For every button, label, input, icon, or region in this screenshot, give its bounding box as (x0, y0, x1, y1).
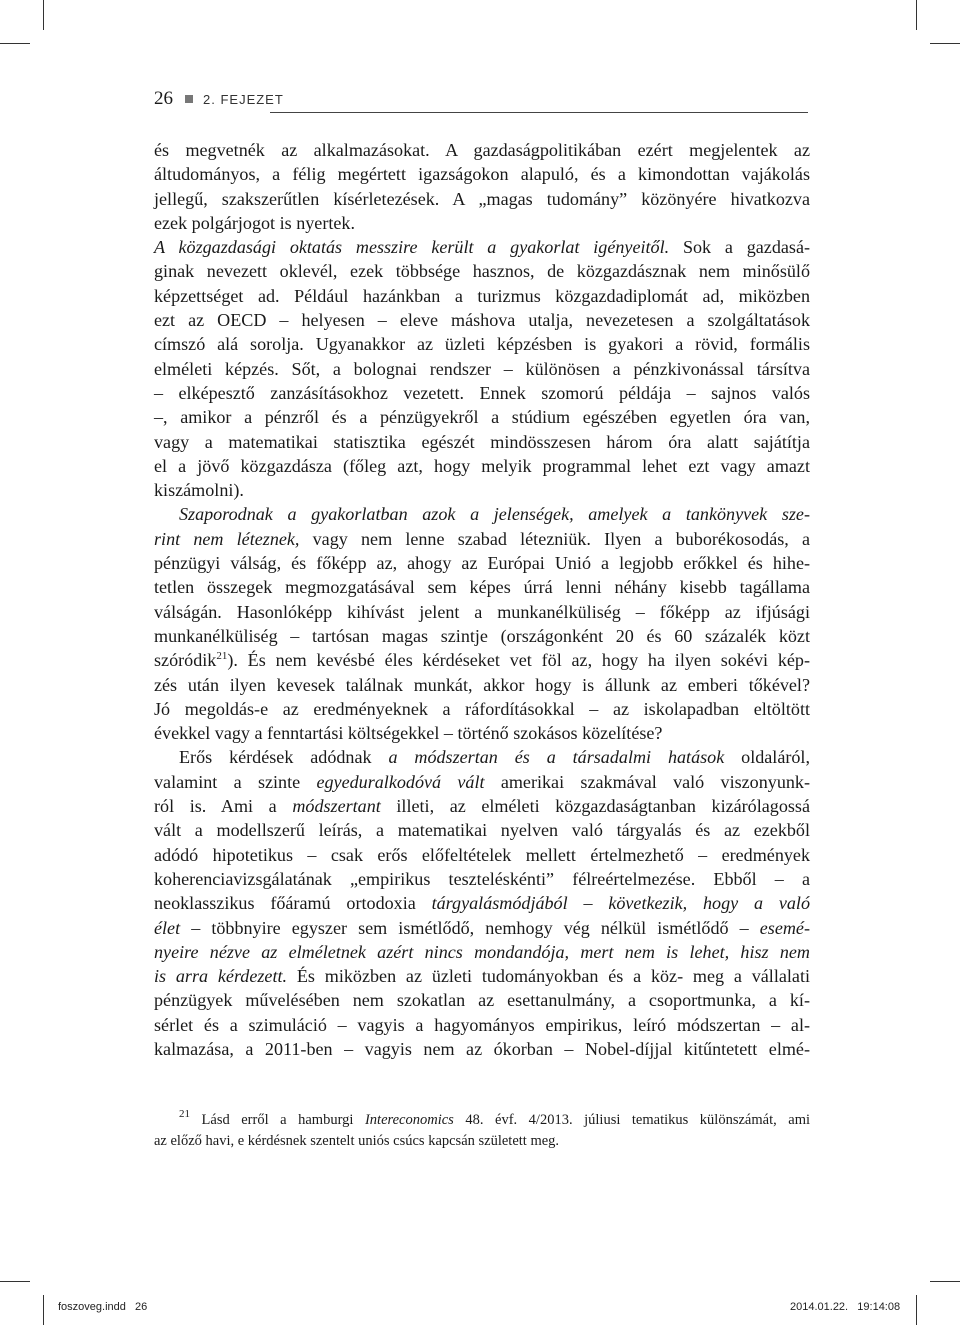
text-line: el a jövő közgazdásza (főleg azt, hogy melyik programmal lehet ezt vagy amazt (154, 455, 810, 476)
text-run: Erős kérdések adódnak (179, 747, 389, 768)
text-line: jellegű, szakszerűtlen kísérletezések. A „magas tudomány” közönyére hivatkozva (154, 188, 810, 209)
page-number: 26 (154, 88, 173, 109)
italic-phrase: A közgazdasági oktatás messzire került a gyakorlat igényeitől. (154, 237, 670, 258)
text-line: elméleti képzés. Sőt, a bolognai rendszer – különösen a pénzkivonással társítva (154, 358, 810, 379)
text-line: nyeire nézve az elméletnek azért nincs mondandója, mert nem is lehet, hisz nem (154, 941, 810, 962)
italic-phrase: egyeduralkodóvá vált (316, 771, 485, 792)
text-line: válságán. Hasonlóképp kihívást jelent a munkanélküliség – főképp az ifjúsági (154, 601, 810, 622)
crop-mark (43, 1295, 44, 1325)
text-run: amerikai szakmával való viszonyunk- (484, 771, 810, 792)
italic-phrase: tárgyalásmódjából – következik, hogy a való (431, 893, 810, 914)
italic-phrase: élet (154, 917, 181, 938)
text-run: vagy nem lenne szabad létezniük. Ilyen a buborékosodás, a (299, 528, 810, 549)
italic-phrase: Intereconomics (364, 1112, 454, 1128)
footnote (154, 1110, 810, 1152)
text-line (154, 235, 810, 259)
text-line: ginak nevezett oklevél, ezek többsége hasznos, de közgazdásznak nem minősülő (154, 261, 810, 282)
text-line: vált a modellszerű leírás, a matematikai nyelven való tárgyalás és az ezekből (154, 820, 810, 841)
text-line: vagy a matematikai statisztika egészét mindösszesen három óra alatt sajátítja (154, 431, 810, 452)
footnote-line: az előző havi, e kérdésnek szentelt uniós csúcs kapcsán született meg. (154, 1133, 560, 1149)
chapter-title: 2. FEJEZET (203, 91, 284, 107)
footnote-line (154, 1110, 810, 1131)
text-line: adódó hipotetikus – csak erős előfeltételek mellett értelmezhető – eredmények (154, 844, 810, 865)
footnote-reference: 21 (216, 650, 228, 663)
text-line: zés után ilyen kevesek találnak munkát, akkor hogy is állunk az emberi tőkével? (154, 674, 810, 695)
text-run: illeti, az elméleti közgazdaságtanban kizárólagossá (380, 796, 810, 817)
slug-filename: foszoveg.indd 26 (58, 1301, 148, 1313)
italic-phrase: a módszertan és a társadalmi hatások (388, 747, 725, 768)
text-line: Szaporodnak a gyakorlatban azok a jelenségek, amelyek a tankönyvek sze- (179, 504, 810, 525)
text-run: ). És nem kevésbé éles kérdéseket vet föl az, hogy ha ilyen sokévi kép- (227, 650, 810, 671)
crop-mark (930, 1281, 960, 1282)
text-line (154, 891, 810, 915)
text-line (154, 527, 810, 551)
footnote-number: 21 (179, 1108, 190, 1120)
text-line: kiszámolni). (154, 480, 244, 501)
slug-timestamp: 2014.01.22. 19:14:08 (790, 1301, 901, 1313)
text-run: neoklasszikus főáramú ortodoxia (154, 893, 432, 914)
italic-phrase: is arra kérdezett. (154, 966, 288, 987)
italic-phrase: módszertant (292, 796, 381, 817)
body-text (154, 138, 810, 1061)
text-run: 48. évf. 4/2013. júliusi tematikus különszámát, ami (453, 1112, 810, 1128)
text-run: És miközben az üzleti tudományokban és a köz- meg a vállalati (287, 966, 811, 987)
text-line: – elképesztő zanzásításokhoz vezetett. Ennek szomorú példája – sajnos valós (154, 382, 810, 403)
text-line: koherenciavizsgálatának „empirikus teszteléskénti” félreértelmezése. Ebből – a (154, 868, 810, 889)
text-line: Jó megoldás-e az eredményeknek a ráfordításokkal – az iskolapadban eltöltött (154, 698, 810, 719)
crop-mark (916, 0, 917, 30)
text-line (154, 916, 810, 940)
crop-mark (916, 1295, 917, 1325)
text-run: Lásd erről a hamburgi (201, 1112, 365, 1128)
text-run: – többnyire egyszer sem ismétlődő, nemhogy vég nélkül ismétlődő – (180, 917, 760, 938)
text-line: –, amikor a pénzről és a pénzügyekről a stúdium egészében egyetlen óra van, (154, 407, 810, 428)
text-line (154, 794, 810, 818)
text-run: Sok a gazdasá- (669, 237, 810, 258)
text-line (154, 648, 810, 672)
running-header (154, 88, 808, 110)
italic-phrase: esemé- (759, 917, 810, 938)
text-line (154, 745, 810, 769)
text-line: sérlet és a szimuláció – vagyis a hagyományos empirikus, leíró módszertan – al- (154, 1014, 810, 1035)
text-line: ezek polgárjogot is nyertek. (154, 212, 355, 233)
text-line (154, 964, 810, 988)
text-line: kalmazása, a 2011-ben – vagyis nem az ókorban – Nobel-díjjal kitűntetett elmé- (154, 1038, 810, 1059)
text-line: képzettséget ad. Például hazánkban a turizmus közgazdadiplomát ad, miközben (154, 285, 810, 306)
text-run: ról is. Ami a (154, 796, 293, 817)
text-line: és megvetnék az alkalmazásokat. A gazdaságpolitikában ezért megjelentek az (154, 140, 810, 160)
text-run: valamint a szinte (154, 771, 317, 792)
text-line: címszó alá sorolja. Ugyanakkor az üzleti képzésben is gyakori a rövid, formális (154, 334, 810, 355)
crop-mark (0, 1281, 30, 1282)
text-line: pénzügyek művelésében nem szokatlan az esettanulmány, a csoportmunka, a kí- (154, 990, 810, 1011)
square-bullet-icon (185, 95, 193, 103)
header-rule (270, 112, 808, 113)
crop-mark (930, 43, 960, 44)
crop-mark (0, 43, 30, 44)
text-line (154, 770, 810, 794)
text-line: munkanélküliség – tartósan magas szintje (országonként 20 és 60 százalék közt (154, 625, 810, 646)
text-line: évekkel vagy a fenntartási költségekkel – történő szokásos közelítése? (154, 723, 663, 744)
crop-mark (43, 0, 44, 30)
italic-phrase: rint nem léteznek, (154, 528, 300, 549)
text-run: oldaláról, (724, 747, 810, 768)
text-run: szóródik (154, 650, 217, 671)
text-line: ezt az OECD – helyesen – eleve máshova utalja, nevezetesen a szolgáltatások (154, 310, 810, 331)
text-line: áltudományos, a félig megértett igazságokon alapuló, és a kimondottan vajákolás (154, 164, 810, 185)
text-line: tetlen összegek megmozgatásával sem képes úrrá lenni néhány kisebb tagállama (154, 577, 810, 598)
text-line: pénzügyi válság, és főképp az, ahogy az Európai Unió a legjobb erőkkel és hihe- (154, 553, 810, 574)
